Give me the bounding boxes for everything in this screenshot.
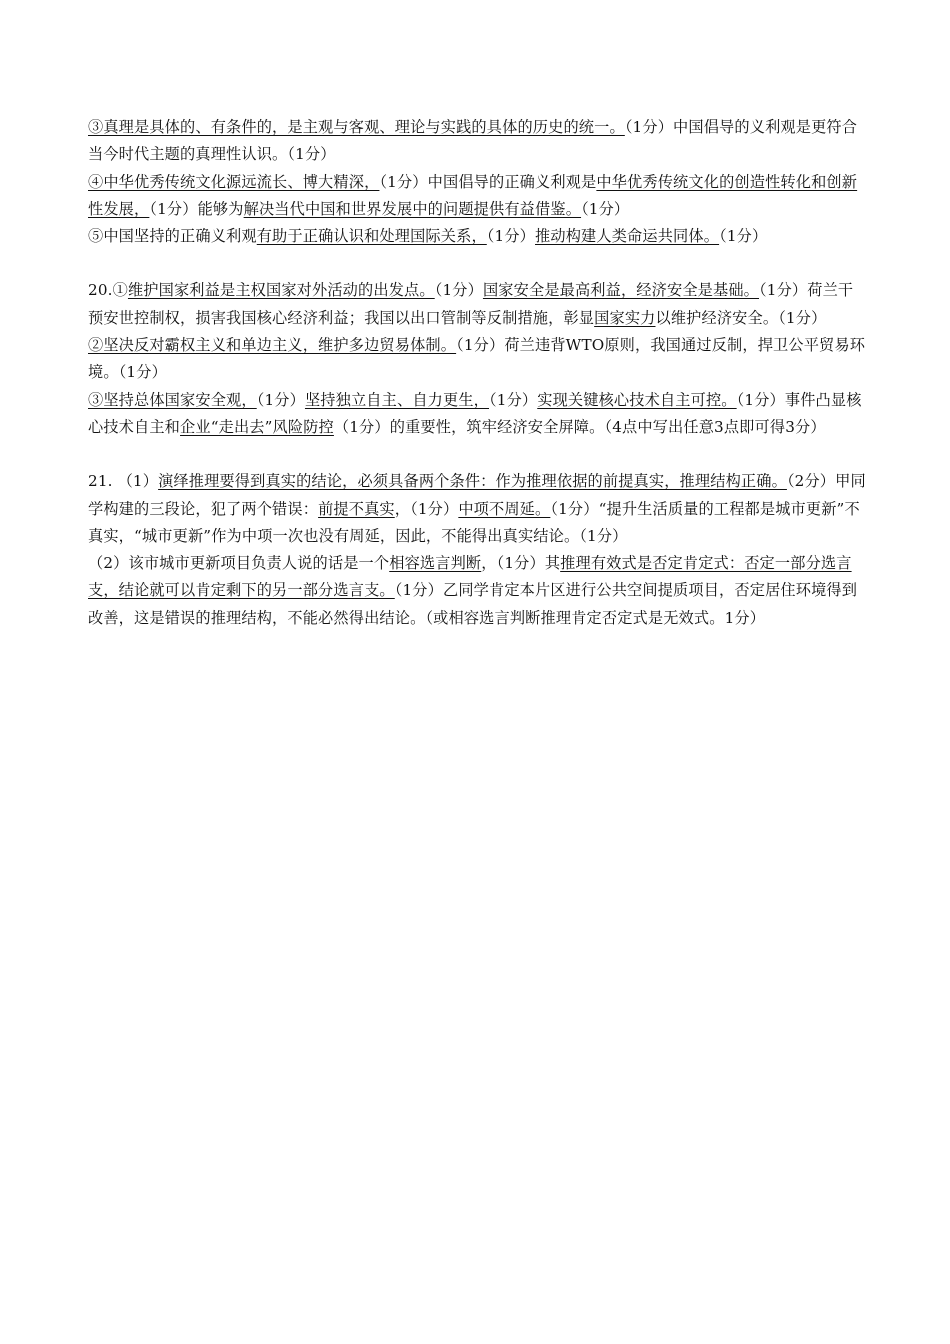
key-point-text: 实现关键核心技术自主可控。 (537, 390, 737, 409)
answer-key-page (88, 114, 866, 632)
paragraph-gap (88, 250, 866, 277)
key-point-text: 国家安全是最高利益，经济安全是基础。 (482, 281, 760, 300)
key-point-text: 解决当代中国和世界发展中的问题提供有益借鉴。 (243, 199, 582, 218)
key-point-text: ③坚持总体国家安全观， (88, 390, 257, 409)
answer-text: （2）该市城市更新项目负责人说的话是一个 (88, 554, 390, 573)
answer-text: （1分）“提升生活质量的工程都是城市更新”不真实，“城市更新”作为中项一次也没有周延，因此，不能得出真实结论。（1分） (88, 499, 860, 545)
answer-paragraph-q19-4 (88, 169, 866, 224)
answer-paragraph-q21-1 (88, 468, 866, 550)
answer-text: （1分） (256, 390, 305, 409)
answer-text: 20.① (88, 281, 128, 300)
answer-text: （1分）中国倡导的正确义利观是 (379, 172, 597, 191)
answer-text: （1分）的重要性，筑牢经济安全屏障。（4点中写出任意3点即可得3分） (333, 417, 826, 436)
answer-text: （2分）甲同学构建的三段论，犯了两个错误： (88, 472, 866, 518)
key-point-text: 坚持独立自主、自力更生， (304, 390, 490, 409)
paragraph-gap (88, 441, 866, 468)
answer-text: （1分） (489, 390, 538, 409)
answer-text: （1分）乙同学肯定本片区进行公共空间提质项目，否定居住环境得到改善，这是错误的推理结构，不能必然得出结论。（或相容选言判断推理肯定否定式是无效式。1分） (88, 581, 858, 627)
answer-text: （1分）荷兰违背WTO原则，我国通过反制，捍卫公平贸易环境。（1分） (88, 336, 866, 382)
answer-text: （1分） (434, 281, 483, 300)
answer-paragraph-q20-2 (88, 332, 866, 387)
answer-text: （1分）中国倡导的义利观是更符合当今时代主题的真理性认识。（1分） (88, 118, 858, 164)
key-point-text: 维护国家利益是主权国家对外活动的出发点。 (127, 281, 435, 300)
answer-paragraph-q21-2 (88, 550, 866, 632)
answer-paragraph-q19-5 (88, 223, 866, 250)
answer-paragraph-q20-3 (88, 387, 866, 442)
key-point-text: 前提不真实 (318, 499, 395, 518)
key-point-text: 相容选言判断 (389, 554, 482, 573)
answer-paragraph-q20-1 (88, 277, 866, 332)
key-point-text: ④中华优秀传统文化源远流长、博大精深， (88, 172, 380, 191)
answer-text: ，（1分） (394, 499, 459, 518)
answer-text: （1分）荷兰干预安世控制权，损害我国核心经济利益；我国以出口管制等反制措施，彰显 (88, 281, 854, 327)
key-point-text: 企业“走出去”风险防控 (180, 417, 334, 436)
answer-text: ，（1分）其 (481, 554, 561, 573)
key-point-text: 中项不周延。 (458, 499, 551, 518)
answer-text: （1分）事件凸显核心技术自主和 (88, 390, 862, 436)
answer-text: ⑤中国坚持的正确义利观 (88, 227, 257, 246)
answer-text: （1分） (719, 227, 768, 246)
answer-text: 21. （1） (88, 472, 159, 491)
key-point-text: 中华优秀传统文化的创造性转化和创新性发展， (88, 172, 858, 218)
key-point-text: 推动构建人类命运共同体。 (535, 227, 720, 246)
answer-paragraph-q19-3 (88, 114, 866, 169)
key-point-text: ②坚决反对霸权主义和单边主义，维护多边贸易体制。 (88, 336, 457, 355)
answer-text: 以维护经济安全。（1分） (655, 308, 827, 327)
answer-text: （1分） (486, 227, 536, 246)
answer-text: （1分）能够为 (149, 199, 244, 218)
key-point-text: ③真理是具体的、有条件的，是主观与客观、理论与实践的具体的历史的统一。 (88, 118, 625, 136)
key-point-text: 演绎推理要得到真实的结论，必须具备两个条件：作为推理依据的前提真实，推理结构正确。 (158, 472, 787, 491)
key-point-text: 国家实力 (594, 308, 656, 327)
key-point-text: 推理有效式是否定肯定式：否定一部分选言支，结论就可以肯定剩下的另一部分选言支。 (88, 554, 852, 600)
answer-text: （1分） (581, 199, 630, 218)
key-point-text: 有助于正确认识和处理国际关系， (256, 227, 487, 246)
